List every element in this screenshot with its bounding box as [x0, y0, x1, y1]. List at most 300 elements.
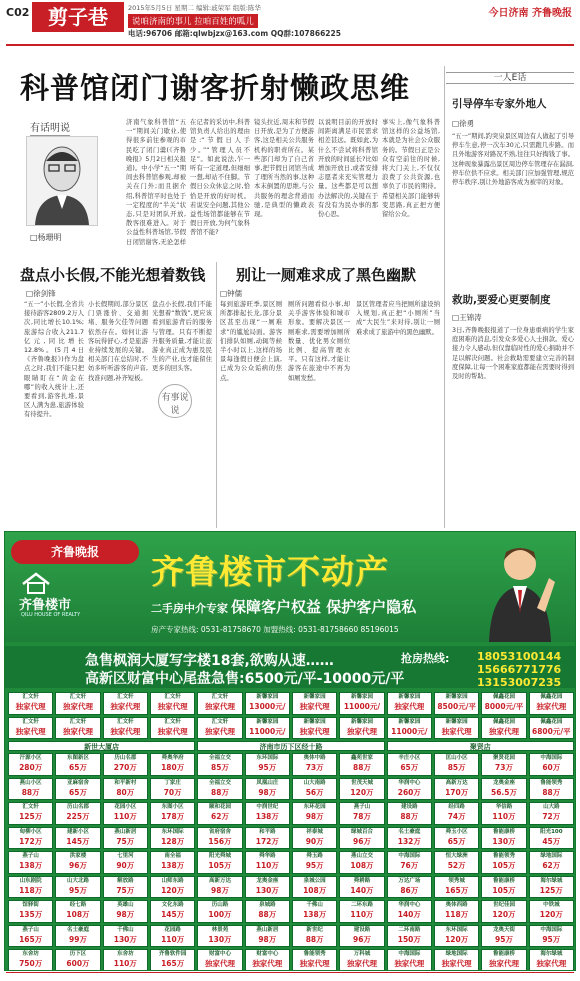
listing-cell [529, 925, 574, 948]
listing-name: 东环花园 [303, 804, 326, 810]
listing-name: 海尔绿城 [540, 877, 563, 884]
listing-cell [339, 778, 384, 801]
listing-cell [197, 925, 242, 948]
listing-name: 中铁城 [543, 902, 560, 908]
listing-price: 120万 [350, 787, 374, 797]
listing-price: 独家代理 [488, 726, 519, 736]
listing-cell [103, 900, 148, 923]
listing-name: 鲁能领秀 [303, 951, 326, 957]
listing-name: 鲁能康桥 [492, 877, 515, 884]
listing-name: 英雄山 [117, 902, 134, 908]
listing-name: 万达广场 [398, 877, 421, 884]
listing-name: 千佛山 [117, 926, 134, 933]
listing-name: 新馨家园 [350, 718, 373, 725]
listing-cell [434, 827, 479, 850]
listing-price: 90万 [116, 861, 135, 870]
listing-name: 和平新村 [114, 779, 137, 786]
listing-cell [103, 802, 148, 825]
listing-price: 70万 [163, 787, 182, 797]
listing-name: 建新小区 [66, 828, 89, 835]
listing-name: 汇文轩 [164, 718, 181, 725]
listing-cell [245, 851, 290, 874]
ad-hotline-label: 抢房热线: [401, 652, 450, 665]
listing-cell [103, 827, 148, 850]
listing-cell [55, 900, 100, 923]
listing-price: 独家代理 [15, 726, 46, 736]
page-number: C02 [6, 6, 30, 19]
listing-name: 龙奥天街 [492, 926, 515, 933]
listing-cell [197, 851, 242, 874]
listing-cell [55, 851, 100, 874]
house-icon [21, 572, 51, 594]
sub2-body-col-3: 景区管理者应当把厕所建设纳入规划,真正把“小厕所”当成“大民生”来对待,别让一厕难求成了旅游中的黑色幽默。 [356, 301, 440, 336]
listing-price: 165万 [161, 959, 185, 968]
listing-cell [8, 925, 53, 948]
listing-price: 178万 [161, 812, 185, 821]
listing-price: 88万 [305, 934, 324, 944]
sub1-body-col-2: 小长假期间,部分景区门票涨价、交通拥堵、服务欠佳等问题依然存在。如何让游客玩得舒心,才是旅游业持续发展的关键。相关部门在总结时,不妨多听听游客的声音,找准问题,补齐短板。 [88, 301, 148, 382]
listing-name: 世茂天城 [350, 779, 373, 786]
listing-price: 95万 [258, 763, 277, 772]
listing-price: 108万 [350, 861, 374, 870]
listing-name: 山大路 [543, 804, 560, 810]
listing-price: 11000元/ [391, 726, 428, 736]
listing-cell [434, 876, 479, 899]
listing-name: 燕山新居 [114, 828, 137, 835]
listing-cell [529, 949, 574, 971]
listing-name: 新馨家园 [303, 694, 326, 700]
listing-name: 佩鑫花园 [492, 694, 515, 700]
listing-cell [103, 949, 148, 971]
listing-name: 佩鑫花园 [492, 718, 515, 725]
ad-newspaper-logo: 齐鲁晚报 [11, 540, 139, 564]
listing-price: 105万 [492, 885, 516, 895]
listing-name: 阳光舜城 [208, 853, 231, 859]
main-body-col-2: 在记者的采访中,科普馆负责人给出的理由是:“节假日人手少。”“管理人员不足”。如此说法,乍一听有一定道理,但细细一想,却站不住脚。节假日公众休息之时,恰恰是开放的好时机。若说安全问题,其他公益性场馆都能够在节假日开放,为何气象科普馆不能? [190, 119, 250, 237]
listing-name: 世纪佳园 [492, 902, 515, 908]
listing-name: 建设路 [353, 926, 371, 933]
listing-name: 全福立交 [208, 779, 231, 786]
listing-name: 文化东路 [161, 902, 184, 908]
listing-name: 汇文轩 [211, 718, 229, 725]
listing-price: 165万 [19, 934, 43, 944]
listing-price: 118万 [19, 885, 43, 895]
listing-cell [292, 692, 337, 715]
listing-price: 110万 [350, 910, 374, 919]
listing-cell [434, 717, 479, 740]
listing-cell [292, 925, 337, 948]
listing-cell [245, 778, 290, 801]
listing-price: 独家代理 [204, 959, 235, 968]
listing-price: 180万 [161, 763, 185, 772]
listing-price: 90万 [305, 836, 324, 846]
listing-name: 泉城路 [259, 902, 276, 908]
listing-cell [8, 753, 53, 776]
listing-name: 汇文轩 [117, 718, 134, 725]
listing-price: 96万 [353, 934, 371, 944]
listing-cell [387, 900, 432, 923]
listing-cell [339, 717, 384, 740]
listing-name: 汇文轩 [69, 718, 87, 725]
portrait-icon [27, 137, 97, 225]
listing-price: 130万 [492, 836, 516, 846]
listing-price: 62万 [211, 812, 229, 821]
listing-cell [481, 925, 526, 948]
listing-cell [529, 827, 574, 850]
listing-price: 88万 [211, 787, 229, 797]
listing-name: 东图新区 [66, 755, 89, 761]
ad-hotline-2: 15666771776 [477, 663, 562, 676]
listing-cell [55, 778, 100, 801]
listing-cell [150, 925, 195, 948]
listing-name: 新馨家园 [445, 718, 468, 725]
right-byline-2: □王锦涛 [452, 313, 482, 322]
listing-price: 独家代理 [110, 726, 141, 736]
listing-cell [55, 692, 100, 715]
listing-cell [339, 925, 384, 948]
listing-name: 凤凰山庄 [256, 779, 279, 786]
real-estate-ad [4, 531, 576, 971]
listing-price: 11000元/ [249, 726, 286, 736]
listing-price: 128万 [161, 836, 185, 846]
column-stamp: 有事说说 [158, 384, 192, 418]
listing-cell [529, 717, 574, 740]
listing-price: 独家代理 [157, 702, 188, 711]
listing-price: 98万 [305, 812, 324, 821]
listing-name: 燕子山 [22, 853, 39, 859]
listing-name: 新馨家园 [256, 718, 279, 725]
sub1-body-col-3: 盘点小长假,我们不能光想着“数钱”,更应该看到旅游背后的服务与管理。只有不断提升服务质量,才能让旅游业真正成为惠及民生的产业,也才能留住更多的回头客。 [152, 301, 212, 373]
listing-price: 8000元/平 [484, 702, 524, 711]
listing-name: 汇文轩 [117, 694, 134, 700]
listing-name: 汇文轩 [69, 694, 87, 700]
listing-name: 东环国际 [256, 755, 279, 761]
listing-price: 独家代理 [62, 726, 93, 736]
ad-promo-line-2: 高新区财富中心尾盘急售:6500元/平-10000元/平 [85, 671, 405, 687]
listing-price: 138万 [303, 910, 327, 919]
listing-cell [8, 778, 53, 801]
listing-name: 匡山小区 [445, 755, 468, 761]
listing-name: 阳光100 [540, 828, 563, 835]
listing-name: 林景苑 [211, 926, 229, 933]
listing-name: 名士豪庭 [66, 926, 89, 933]
listing-price: 88万 [353, 763, 371, 772]
listing-cell [55, 802, 100, 825]
listing-price: 85万 [447, 763, 466, 772]
listing-cell [339, 753, 384, 776]
listing-name: 新馨家园 [256, 694, 279, 700]
listing-cell [387, 851, 432, 874]
listing-price: 65万 [69, 787, 87, 797]
listing-cell [529, 876, 574, 899]
listing-price: 105万 [492, 861, 516, 870]
listing-price: 独家代理 [394, 959, 425, 968]
listing-cell [481, 949, 526, 971]
ad-section-header: 聚贤店 [387, 741, 574, 751]
listing-cell [434, 949, 479, 971]
listing-name: 中海国际 [398, 951, 421, 957]
listing-name: 南全福 [164, 853, 181, 859]
listing-cell [434, 802, 479, 825]
newspaper-brand: 今日济南 齐鲁晚报 [488, 8, 572, 19]
listing-price: 88万 [21, 787, 40, 797]
listing-cell [481, 717, 526, 740]
listing-name: 中润世纪 [256, 804, 279, 810]
listing-cell [245, 900, 290, 923]
listing-cell [197, 778, 242, 801]
ad-title: 齐鲁楼市不动产 [151, 552, 389, 591]
listing-price: 74万 [447, 812, 466, 821]
listing-price: 130万 [208, 934, 232, 944]
listing-price: 独家代理 [488, 959, 519, 968]
listing-price: 130万 [113, 934, 137, 944]
ad-sublogo: 齐鲁楼市 [19, 598, 72, 613]
listing-price: 72万 [542, 812, 561, 821]
listing-price: 独家代理 [299, 959, 330, 968]
listing-name: 佩鑫花园 [540, 694, 563, 700]
listing-name: 建设路 [401, 804, 418, 810]
listing-cell [292, 778, 337, 801]
sub-byline-1: □徐剑锋 [26, 289, 56, 298]
listing-cell [150, 851, 195, 874]
listing-name: 绿城百合 [350, 828, 373, 835]
listing-cell [481, 827, 526, 850]
listing-cell [103, 717, 148, 740]
listing-cell [339, 692, 384, 715]
ad-hotline-3: 13153007235 [477, 676, 562, 689]
listing-cell [55, 717, 100, 740]
listing-name: 亚麻宿舍 [66, 779, 89, 786]
listing-price: 独家代理 [15, 702, 46, 711]
listing-cell [387, 778, 432, 801]
listing-price: 156万 [208, 836, 232, 846]
listing-name: 奥体中路 [303, 755, 326, 761]
right-headline-2: 救助,要爱心更要制度 [452, 294, 551, 306]
listing-cell [245, 949, 290, 971]
listing-name: 领秀城 [448, 877, 465, 884]
listing-name: 燕山新居 [256, 926, 279, 933]
listing-cell [387, 876, 432, 899]
listing-cell [245, 827, 290, 850]
listing-cell [150, 692, 195, 715]
sub1-body-col-1: “五一”小长假,全省共接待游客2809.2万人次,同比增长10.1%;旅游综合收入211.7亿元,同比增长12.8%。(5月4日《齐鲁晚报》)作为盘点之时,我们不能只把眼睛盯在“黄金在哪”的收入统计上,还要看到,游客扎堆,景区人满为患,旅游体验有待提升。 [24, 301, 84, 419]
listing-name: 燕山立交 [350, 853, 373, 859]
listing-price: 145万 [66, 836, 90, 846]
listing-name: 新世纪 [306, 926, 323, 933]
listing-price: 86万 [400, 885, 419, 895]
listing-name: 中海国际 [398, 853, 421, 859]
listing-price: 280万 [19, 763, 43, 772]
listing-cell [245, 802, 290, 825]
ad-slogan-small: 二手房中介专家 [151, 602, 228, 615]
listing-price: 独家代理 [346, 726, 377, 736]
listing-name: 历下区 [69, 951, 87, 957]
listing-cell [387, 692, 432, 715]
listing-cell [8, 827, 53, 850]
listing-name: 新馨家园 [303, 718, 326, 725]
listing-price: 独家代理 [204, 702, 235, 711]
listing-name: 新馨家园 [445, 694, 468, 700]
listing-price: 13000元/ [249, 702, 286, 711]
listing-price: 108万 [66, 910, 90, 919]
listing-cell [339, 949, 384, 971]
listing-price: 78万 [353, 812, 371, 821]
listing-cell [339, 851, 384, 874]
main-headline: 科普馆闭门谢客折射懒政思维 [20, 71, 411, 105]
listing-price: 65万 [69, 763, 87, 772]
listing-name: 中海国际 [540, 926, 563, 933]
listing-price: 独家代理 [157, 726, 188, 736]
listing-name: 甸柳小区 [19, 828, 42, 835]
listing-price: 170万 [445, 787, 469, 797]
listing-price: 88万 [258, 910, 277, 919]
listing-cell [55, 753, 100, 776]
listing-price: 108万 [303, 885, 327, 895]
ad-section-header: 新世大厦店 [8, 741, 195, 751]
listing-cell [150, 802, 195, 825]
listing-name: 舜耕路 [353, 877, 371, 884]
listing-price: 76万 [400, 861, 419, 870]
listing-cell [481, 753, 526, 776]
listing-cell [481, 876, 526, 899]
listing-price: 独家代理 [536, 959, 567, 968]
listing-cell [197, 900, 242, 923]
listing-cell [245, 925, 290, 948]
listing-cell [8, 900, 53, 923]
listing-price: 88万 [542, 787, 561, 797]
listing-name: 燕山小区 [19, 779, 42, 786]
listing-cell [529, 802, 574, 825]
listing-price: 95万 [495, 934, 513, 944]
listing-price: 165万 [445, 885, 469, 895]
listing-cell [150, 900, 195, 923]
listing-price: 独家代理 [346, 959, 377, 968]
listing-price: 75万 [116, 836, 135, 846]
listing-name: 万科城 [353, 951, 371, 957]
right-byline-1: □徐勇 [452, 119, 475, 128]
listing-price: 88万 [400, 812, 419, 821]
listing-cell [197, 802, 242, 825]
listing-name: 二环东路 [350, 902, 373, 908]
listing-price: 52万 [447, 861, 466, 870]
listing-price: 110万 [113, 959, 137, 968]
main-body-col-1: 济南气象科普馆“五一”期间关门歇业,使得很多前往参观的市民吃了闭门羹(《齐鲁晚报》5月2日相关报道)。中小学“五一”期间去科普馆参观,却被关在门外;而且据介绍,科普馆平时也处于一定程度的“半关”状态,只是对团队开放,散客很难进入。对于公益性科普场馆,节假日闭馆谢客,无论怎样 [126, 119, 186, 246]
listing-cell [434, 900, 479, 923]
listing-name: 龙奥金座 [256, 877, 279, 884]
listing-price: 98万 [211, 885, 229, 895]
listing-price: 96万 [69, 861, 87, 870]
author-photo [26, 136, 98, 226]
listing-name: 高新万达 [445, 779, 468, 786]
listing-cell [103, 876, 148, 899]
listing-cell [8, 802, 53, 825]
sub2-body-col-2: 厕所问题看似小事,却关乎游客体验和城市形象。要解决景区一厕难求,需要增加厕所数量、优化男女厕位比例、提高管理水平。只有这样,才能让游客在旅途中不再为如厕发愁。 [288, 301, 350, 382]
main-body-col-4: 以说明目前的开放时间距离满足市民需求相差甚远。既如此,为什么不尝试将科普馆开放的时间延长?比如增加开放日,或者安排志愿者来充实管理力量。这些都是可以想办法解决的,关键在于有没有为民办事的那份心思。 [318, 119, 378, 219]
listing-name: 齐鲁软件园 [158, 951, 187, 957]
listing-name: 洪家楼 [69, 853, 87, 859]
listing-price: 独家代理 [62, 702, 93, 711]
listing-price: 130万 [255, 885, 279, 895]
date-line: 2015年5月5日 星期二 编辑:戚荣军 组版:陈华 [128, 4, 261, 12]
listing-price: 62万 [542, 861, 561, 870]
listing-cell [529, 692, 574, 715]
listing-name: 省府宿舍 [208, 828, 231, 835]
ad-hotline-numbers [477, 650, 561, 689]
listing-name: 高新万达 [208, 877, 231, 884]
listing-cell [197, 753, 242, 776]
listing-price: 138万 [161, 861, 185, 870]
listing-cell [245, 753, 290, 776]
listing-cell [529, 753, 574, 776]
listing-price: 99万 [69, 934, 87, 944]
listing-name: 聚贤花园 [492, 755, 515, 761]
ad-slogan-big: 保障客户权益 保护客户隐私 [231, 598, 417, 616]
listing-price: 96万 [353, 836, 371, 846]
listing-cell [103, 753, 148, 776]
listing-cell [103, 925, 148, 948]
listing-price: 95万 [305, 861, 324, 870]
listing-cell [481, 851, 526, 874]
businessman-illustration [479, 538, 561, 642]
listing-cell [8, 876, 53, 899]
listing-cell [55, 949, 100, 971]
listing-name: 泉城公园 [303, 877, 326, 884]
listing-name: 山大北路 [66, 877, 89, 884]
listing-price: 95万 [69, 885, 87, 895]
listing-price: 105万 [208, 861, 232, 870]
listing-name: 花园路 [164, 926, 181, 933]
sub-byline-2: □钟儒 [220, 289, 243, 298]
listing-name: 鲁能康桥 [492, 951, 515, 957]
column-divider [216, 262, 217, 528]
listing-price: 125万 [539, 885, 563, 895]
listing-cell [197, 717, 242, 740]
listing-cell [150, 778, 195, 801]
listing-price: 145万 [161, 910, 185, 919]
listing-name: 东图小区 [161, 804, 184, 810]
listing-name: 汗源小区 [19, 755, 42, 761]
listing-cell [55, 925, 100, 948]
listing-price: 120万 [161, 885, 185, 895]
listing-name: 汇文轩 [211, 694, 229, 700]
listing-name: 经四路 [448, 804, 465, 810]
listing-cell [8, 949, 53, 971]
listing-price: 135万 [19, 910, 43, 919]
listing-price: 140万 [350, 885, 374, 895]
listing-cell [387, 827, 432, 850]
listing-name: 全福立交 [208, 755, 231, 761]
listing-cell [103, 851, 148, 874]
listing-name: 馆驿街 [22, 902, 39, 908]
listing-name: 汇文轩 [22, 804, 39, 810]
listing-price: 172万 [19, 836, 43, 846]
listing-name: 新馨家园 [398, 718, 421, 725]
main-body-col-3: 镜头拉近,周末和节假日开放,是为了方便游客,这是相关公共服务机构的职责所在。某些部门却为了自己省事,把节假日闭馆当成了理所当然的事,这种本末倒置的思维,与公共服务的理念背道而驰,是典型的懒政表现。 [254, 119, 314, 219]
column-label: 有话明说 [30, 119, 70, 136]
listing-cell [434, 925, 479, 948]
listing-name: 山大南路 [303, 779, 326, 786]
listing-cell [387, 753, 432, 776]
ad-hotline-1: 18053100144 [477, 650, 562, 663]
listing-price: 独家代理 [536, 702, 567, 711]
listing-cell [55, 876, 100, 899]
listing-name: 东舍坊 [22, 951, 39, 957]
listing-cell [292, 900, 337, 923]
listing-price: 150万 [397, 934, 421, 944]
listing-name: 华润中心 [398, 779, 421, 786]
listing-cell [150, 949, 195, 971]
listing-name: 汇文轩 [22, 718, 39, 725]
